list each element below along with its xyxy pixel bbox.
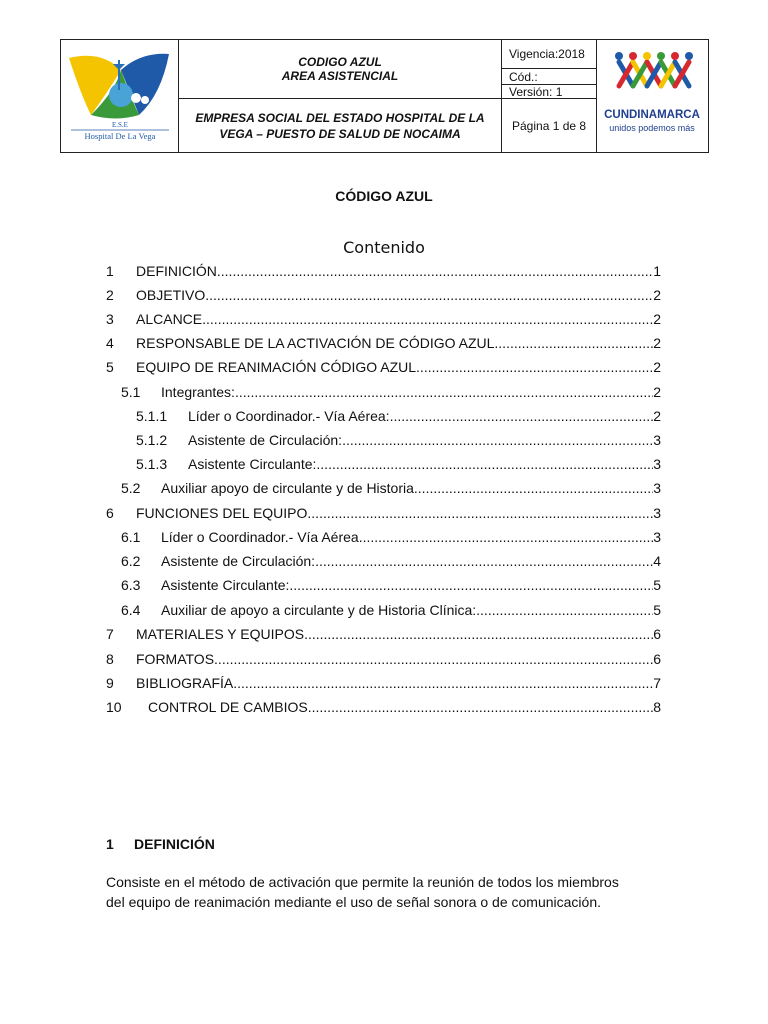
toc-item-page: 3 (653, 505, 661, 521)
header-title (179, 40, 502, 99)
toc-item-page: 6 (653, 651, 661, 667)
toc-leader (476, 600, 653, 620)
toc-leader (359, 527, 654, 547)
toc-item-page: 2 (653, 384, 661, 400)
toc-item-page: 2 (653, 408, 661, 424)
toc-item[interactable] (106, 261, 661, 281)
toc-leader (390, 406, 654, 426)
toc-item-number: 5.1.1 (136, 408, 168, 424)
header-title-line1: CODIGO AZUL (298, 55, 382, 69)
toc-item-page: 2 (653, 287, 661, 303)
toc-item[interactable] (106, 478, 661, 498)
toc-leader (315, 551, 653, 571)
toc-item[interactable] (106, 673, 661, 693)
toc-item-page: 2 (653, 311, 661, 327)
toc-leader (289, 575, 653, 595)
toc-item-number: 6 (106, 505, 114, 521)
logo-ese-text: E.S.E (112, 121, 128, 129)
toc-item-label: Integrantes: (161, 384, 235, 400)
toc-item[interactable] (106, 527, 661, 547)
toc-item-page: 3 (653, 480, 661, 496)
toc-leader (416, 357, 653, 377)
toc-item-page: 5 (653, 602, 661, 618)
toc-item-label: RESPONSABLE DE LA ACTIVACIÓN DE CÓDIGO AZUL (136, 335, 495, 351)
toc-item[interactable] (106, 285, 661, 305)
toc-item-label: Auxiliar apoyo de circulante y de Historia (161, 480, 414, 496)
toc-item-label: Asistente Circulante: (188, 456, 317, 472)
toc-item-number: 10 (106, 699, 122, 715)
toc-item-number: 2 (106, 287, 114, 303)
cundinamarca-logo-graphic (597, 40, 708, 152)
toc-item-label: FUNCIONES DEL EQUIPO (136, 505, 308, 521)
header-pagina: Página 1 de 8 (502, 99, 597, 152)
toc-heading: Contenido (343, 238, 425, 257)
toc-item-number: 3 (106, 311, 114, 327)
toc-item-label: Asistente Circulante: (161, 577, 290, 593)
section-heading (106, 836, 215, 852)
toc-item-number: 6.2 (121, 553, 141, 569)
toc-item-page: 3 (653, 529, 661, 545)
toc-item-label: ALCANCE (136, 311, 203, 327)
toc-item-label: OBJETIVO (136, 287, 206, 303)
toc-leader (494, 333, 653, 353)
section-number: 1 (106, 836, 114, 852)
toc-item-number: 6.1 (121, 529, 141, 545)
cundinamarca-logo (597, 40, 708, 152)
logo-cundinamarca-text: CUNDINAMARCA (604, 109, 700, 121)
header-vigencia: Vigencia:2018 (502, 40, 597, 69)
hospital-logo (61, 40, 179, 152)
document-title: CÓDIGO AZUL (335, 188, 433, 204)
paragraph-line: Consiste en el método de activación que permite la reunión de todos los miembros (106, 874, 619, 890)
logo-slogan-text: unidos podemos más (609, 123, 695, 133)
toc-item-page: 3 (653, 432, 661, 448)
toc-leader (307, 503, 653, 523)
header-entity: EMPRESA SOCIAL DEL ESTADO HOSPITAL DE LA VEGA – PUESTO DE SALUD DE NOCAIMA (179, 99, 502, 152)
toc-item-number: 9 (106, 675, 114, 691)
toc-item[interactable] (106, 575, 661, 595)
toc-item-number: 5.1 (121, 384, 141, 400)
toc-leader (342, 430, 653, 450)
toc-item[interactable] (106, 503, 661, 523)
toc-leader (316, 454, 653, 474)
logo-hospital-name: Hospital De La Vega (84, 131, 156, 141)
toc-item-label: Asistente de Circulación: (161, 553, 316, 569)
toc-item[interactable] (106, 649, 661, 669)
toc-item-label: Auxiliar de apoyo a circulante y de Historia Clínica: (161, 602, 477, 618)
toc-item[interactable] (106, 406, 661, 426)
toc-item[interactable] (106, 430, 661, 450)
toc-item-label: FORMATOS (136, 651, 215, 667)
toc-item[interactable] (106, 551, 661, 571)
toc-item-number: 8 (106, 651, 114, 667)
toc-item-label: Líder o Coordinador.- Vía Aérea (161, 529, 359, 545)
toc-leader (217, 261, 653, 281)
header-codigo: Cód.: (502, 69, 597, 85)
document-header (60, 39, 709, 153)
toc-item[interactable] (106, 600, 661, 620)
paragraph-line: del equipo de reanimación mediante el uso de señal sonora o de comunicación. (106, 894, 601, 910)
toc-item[interactable] (106, 382, 661, 402)
toc-item-page: 1 (653, 263, 661, 279)
toc-item-number: 6.4 (121, 602, 141, 618)
toc-item-page: 8 (653, 699, 661, 715)
toc-item-number: 5 (106, 359, 114, 375)
toc-leader (205, 285, 653, 305)
toc-leader (304, 624, 653, 644)
section-paragraph (106, 872, 666, 912)
toc-leader (235, 382, 653, 402)
toc-item-page: 3 (653, 456, 661, 472)
toc-item-label: Líder o Coordinador.- Vía Aérea: (188, 408, 390, 424)
section-title: DEFINICIÓN (134, 836, 215, 852)
toc-leader (233, 673, 653, 693)
toc-item-page: 7 (653, 675, 661, 691)
toc-item-label: EQUIPO DE REANIMACIÓN CÓDIGO AZUL (136, 359, 417, 375)
toc-leader (308, 697, 653, 717)
toc-item-label: MATERIALES Y EQUIPOS (136, 626, 305, 642)
toc-item-label: BIBLIOGRAFÍA (136, 675, 234, 691)
toc-item-number: 1 (106, 263, 114, 279)
toc-item[interactable] (106, 697, 661, 717)
toc-item-number: 5.1.2 (136, 432, 168, 448)
toc-item-label: DEFINICIÓN (136, 263, 217, 279)
toc-item[interactable] (106, 454, 661, 474)
toc-item[interactable] (106, 309, 661, 329)
toc-item[interactable] (106, 333, 661, 353)
toc-item-page: 4 (653, 553, 661, 569)
toc-item-number: 4 (106, 335, 114, 351)
toc-item[interactable] (106, 357, 661, 377)
toc-item-page: 2 (653, 359, 661, 375)
toc-item-number: 5.1.3 (136, 456, 168, 472)
toc-item-label: Asistente de Circulación: (188, 432, 343, 448)
toc-item-number: 7 (106, 626, 114, 642)
toc-leader (214, 649, 653, 669)
toc-item-label: CONTROL DE CAMBIOS (148, 699, 308, 715)
toc-item-number: 5.2 (121, 480, 141, 496)
header-version: Versión: 1 (502, 85, 597, 99)
toc-item-page: 5 (653, 577, 661, 593)
toc-item[interactable] (106, 624, 661, 644)
toc-leader (414, 478, 653, 498)
hospital-logo-graphic (61, 40, 179, 152)
toc-leader (202, 309, 653, 329)
header-title-line2: AREA ASISTENCIAL (281, 69, 399, 83)
toc-item-page: 2 (653, 335, 661, 351)
toc-item-number: 6.3 (121, 577, 141, 593)
toc-item-page: 6 (653, 626, 661, 642)
